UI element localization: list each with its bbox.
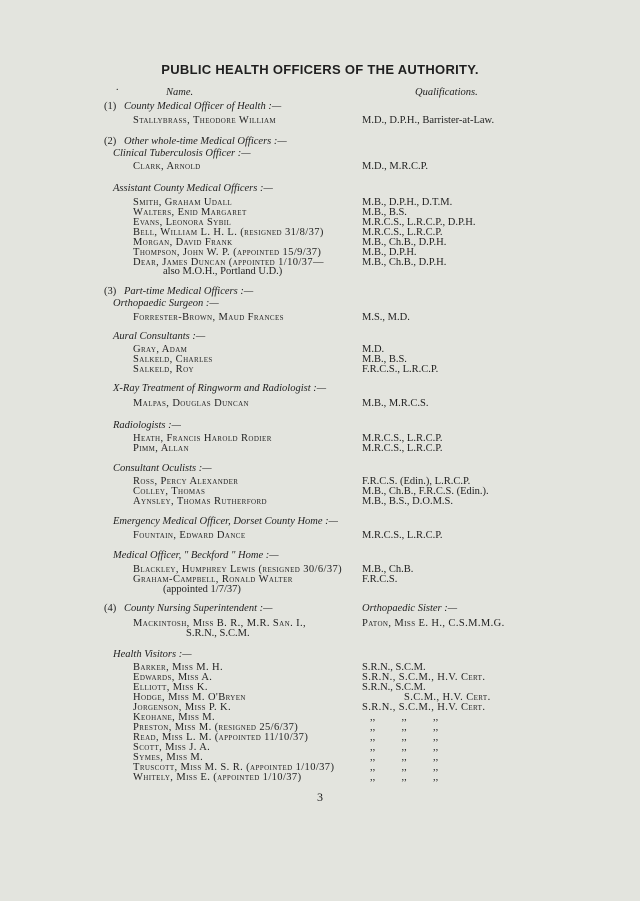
entry-row: Salkeld, Roy F.R.C.S., L.R.C.P. [133,364,439,375]
entry-row: Symes, Miss M. ,, ,, ,, [133,752,439,763]
entry-row: Graham-Campbell, Ronald Walter F.R.C.S. [133,574,398,585]
entry-row: Truscott, Miss M. S. R. (appointed 1/10/37) ,, ,, ,, [133,762,439,773]
section-1-heading: (1) County Medical Officer of Health :— [104,101,282,112]
entry-row: Preston, Miss M. (resigned 25/6/37) ,, ,, ,, [133,722,439,733]
entry-row: Heath, Francis Harold Rodier M.R.C.S., L.R.C.P. [133,433,443,444]
subsection-heading: Clinical Tuberculosis Officer :— [113,148,251,159]
entry-row: Read, Miss L. M. (appointed 11/10/37) ,, ,, ,, [133,732,439,743]
entry-row: Stallybrass, Theodore William M.D., D.P.H., Barrister-at-Law. [133,115,495,126]
entry-row: Pimm, Allan M.R.C.S., L.R.C.P. [133,443,443,454]
name-column-header: Name. [166,87,194,98]
page-number: 3 [317,790,323,804]
entry-row: Salkeld, Charles M.B., B.S. [133,354,407,365]
subsection-heading: Assistant County Medical Officers :— [113,183,273,194]
entry-row: Smith, Graham Udall M.B., D.P.H., D.T.M. [133,197,453,208]
subsection-heading: Orthopaedic Surgeon :— [113,298,219,309]
entry-row: Ross, Percy Alexander F.R.C.S. (Edin.), L.R.C.P. [133,476,471,487]
entry-row: Dear, James Duncan (appointed 1/10/37— M.B., Ch.B., D.P.H. [133,257,447,268]
entry-row: Fountain, Edward Dance M.R.C.S., L.R.C.P. [133,530,443,541]
entry-row: Malpas, Douglas Duncan M.B., M.R.C.S. [133,398,429,409]
entry-row: Aynsley, Thomas Rutherford M.B., B.S., D.O.M.S. [133,496,454,507]
subsection-heading: Aural Consultants :— [113,331,206,342]
entry-row-continuation: S.R.N., S.C.M. [186,628,250,639]
entry-row: Blackley, Humphrey Lewis (resigned 30/6/37) M.B., Ch.B. [133,564,414,575]
subsection-heading: Radiologists :— [113,420,181,431]
entry-row: Clark, Arnold M.D., M.R.C.P. [133,161,428,172]
subsection-heading: Health Visitors :— [113,649,192,660]
entry-row: Morgan, David Frank M.B., Ch.B., D.P.H. [133,237,447,248]
entry-row: Keohane, Miss M. ,, ,, ,, [133,712,439,723]
entry-row: Walters, Enid Margaret M.B., B.S. [133,207,407,218]
entry-row: Thompson, John W. P. (appointed 15/9/37) M.B., D.P.H. [133,247,417,258]
entry-row: Scott, Miss J. A. ,, ,, ,, [133,742,439,753]
entry-row: Edwards, Miss A. S.R.N., S.C.M., H.V. Cert. [133,672,486,683]
entry-row: Colley, Thomas M.B., Ch.B., F.R.C.S. (Edin.). [133,486,489,497]
section-2-heading: (2) Other whole-time Medical Officers :— [104,136,287,147]
qualifications-column-header: Qualifications. [415,87,478,98]
section-4-heading: (4) County Nursing Superintendent :— Orthopaedic Sister :— [104,603,458,614]
subsection-heading: X-Ray Treatment of Ringworm and Radiologist :— [113,383,327,394]
entry-row: Bell, William L. H. L. (resigned 31/8/37) M.R.C.S., L.R.C.P. [133,227,443,238]
entry-row: Gray, Adam M.D. [133,344,385,355]
entry-row: Forrester-Brown, Maud Frances M.S., M.D. [133,312,410,323]
subsection-heading: Medical Officer, " Beckford " Home :— [113,550,279,561]
subsection-heading: Consultant Oculists :— [113,463,212,474]
entry-row-continuation: also M.O.H., Portland U.D.) [163,266,283,277]
stray-mark: . [116,82,119,93]
column-headers [0,86,640,99]
entry-row: Whitely, Miss E. (appointed 1/10/37) ,, ,, ,, [133,772,439,783]
entry-row-continuation: (appointed 1/7/37) [163,584,241,595]
entry-row: Evans, Leonora Sybil M.R.C.S., L.R.C.P., D.P.H. [133,217,476,228]
entry-row: Mackintosh, Miss B. R., M.R. San. I., Paton, Miss E. H., C.S.M.M.G. [133,618,505,629]
entry-row: Hodge, Miss M. O'Bryen S.C.M., H.V. Cert. [133,692,491,703]
subsection-heading: Emergency Medical Officer, Dorset County Home :— [113,516,339,527]
page-title: PUBLIC HEALTH OFFICERS OF THE AUTHORITY. [161,62,479,77]
entry-row: Jorgenson, Miss P. K. S.R.N., S.C.M., H.V. Cert. [133,702,486,713]
entry-row: Barker, Miss M. H. S.R.N., S.C.M. [133,662,426,673]
section-3-heading: (3) Part-time Medical Officers :— [104,286,254,297]
entry-row: Elliott, Miss K. S.R.N., S.C.M. [133,682,426,693]
